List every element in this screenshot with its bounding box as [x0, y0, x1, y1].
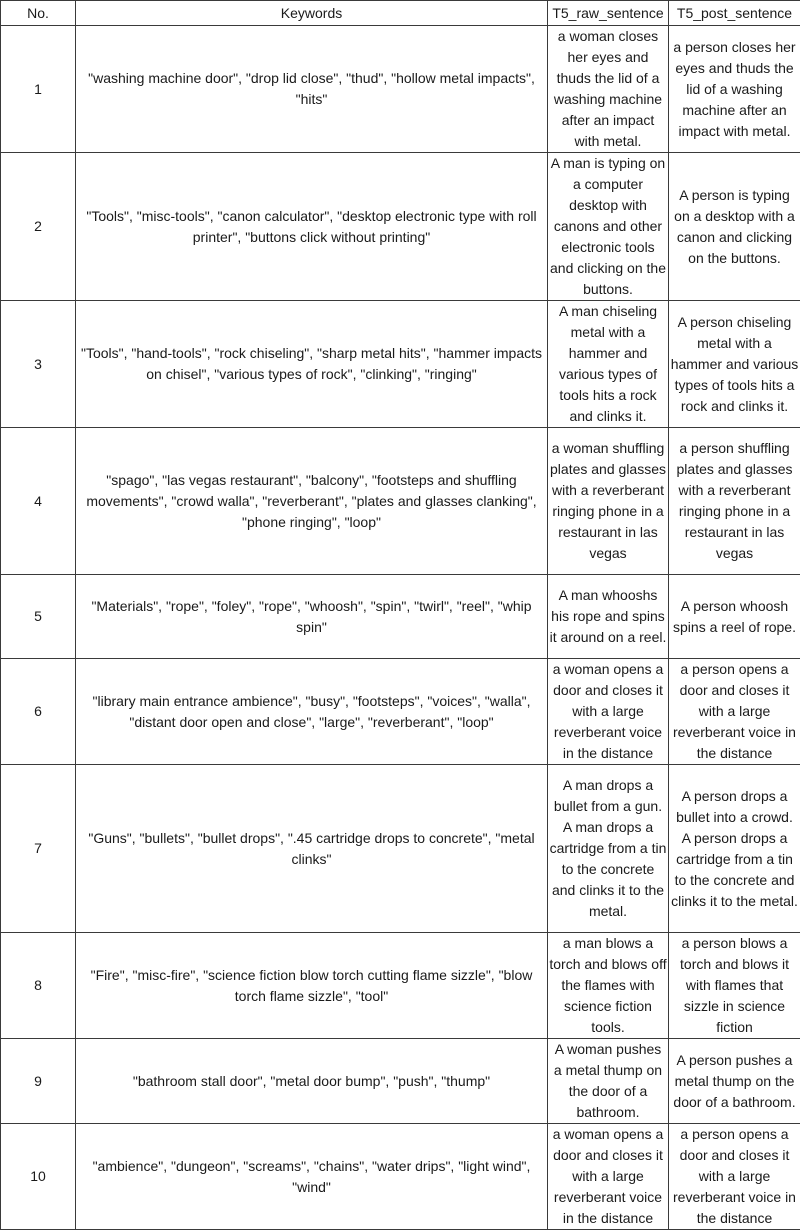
- post-sentence-cell: A person whoosh spins a reel of rope.: [669, 575, 800, 659]
- raw-sentence-cell: a man blows a torch and blows off the flames with science fiction tools.: [548, 933, 669, 1039]
- table-row: [1, 933, 800, 1039]
- row-number: 7: [1, 765, 76, 933]
- keywords-cell: "ambience", "dungeon", "screams", "chains", "water drips", "light wind", "wind": [76, 1124, 548, 1230]
- table-row: [1, 659, 800, 765]
- header-row: [1, 1, 800, 26]
- keywords-cell: "spago", "las vegas restaurant", "balcony", "footsteps and shuffling movements", "crowd walla", "reverberant", "plates and glasses clanking", "phone ringing", "loop": [76, 428, 548, 575]
- row-number: 5: [1, 575, 76, 659]
- header-t5-post-sentence: T5_post_sentence: [669, 1, 800, 26]
- post-sentence-cell: a person blows a torch and blows it with flames that sizzle in science fiction: [669, 933, 800, 1039]
- post-sentence-cell: a person opens a door and closes it with a large reverberant voice in the distance: [669, 659, 800, 765]
- raw-sentence-cell: A man chiseling metal with a hammer and various types of tools hits a rock and clinks it.: [548, 301, 669, 428]
- keywords-cell: "bathroom stall door", "metal door bump", "push", "thump": [76, 1039, 548, 1124]
- post-sentence-cell: A person is typing on a desktop with a canon and clicking on the buttons.: [669, 153, 800, 301]
- row-number: 3: [1, 301, 76, 428]
- table-row: [1, 26, 800, 153]
- raw-sentence-cell: A woman pushes a metal thump on the door of a bathroom.: [548, 1039, 669, 1124]
- table-row: [1, 428, 800, 575]
- raw-sentence-cell: a woman opens a door and closes it with a large reverberant voice in the distance: [548, 659, 669, 765]
- keywords-cell: "library main entrance ambience", "busy", "footsteps", "voices", "walla", "distant door open and close", "large", "reverberant", "loop": [76, 659, 548, 765]
- row-number: 1: [1, 26, 76, 153]
- raw-sentence-cell: a woman closes her eyes and thuds the lid of a washing machine after an impact with metal.: [548, 26, 669, 153]
- row-number: 6: [1, 659, 76, 765]
- row-number: 4: [1, 428, 76, 575]
- row-number: 8: [1, 933, 76, 1039]
- post-sentence-cell: a person opens a door and closes it with a large reverberant voice in the distance: [669, 1124, 800, 1230]
- raw-sentence-cell: A man whooshs his rope and spins it around on a reel.: [548, 575, 669, 659]
- header-t5-raw-sentence: T5_raw_sentence: [548, 1, 669, 26]
- keywords-cell: "Tools", "hand-tools", "rock chiseling", "sharp metal hits", "hammer impacts on chisel", "various types of rock", "clinking", "ringing": [76, 301, 548, 428]
- keywords-cell: "Guns", "bullets", "bullet drops", ".45 cartridge drops to concrete", "metal clinks": [76, 765, 548, 933]
- keywords-cell: "washing machine door", "drop lid close", "thud", "hollow metal impacts", "hits": [76, 26, 548, 153]
- row-number: 9: [1, 1039, 76, 1124]
- table-row: [1, 765, 800, 933]
- table-row: [1, 575, 800, 659]
- table-row: [1, 1039, 800, 1124]
- post-sentence-cell: A person pushes a metal thump on the door of a bathroom.: [669, 1039, 800, 1124]
- header-no: No.: [1, 1, 76, 26]
- keywords-cell: "Materials", "rope", "foley", "rope", "whoosh", "spin", "twirl", "reel", "whip spin": [76, 575, 548, 659]
- keywords-cell: "Tools", "misc-tools", "canon calculator", "desktop electronic type with roll printer", "buttons click without printing": [76, 153, 548, 301]
- header-keywords: Keywords: [76, 1, 548, 26]
- post-sentence-cell: a person closes her eyes and thuds the lid of a washing machine after an impact with metal.: [669, 26, 800, 153]
- post-sentence-cell: A person drops a bullet into a crowd. A person drops a cartridge from a tin to the concrete and clinks it to the metal.: [669, 765, 800, 933]
- post-sentence-cell: A person chiseling metal with a hammer and various types of tools hits a rock and clinks it.: [669, 301, 800, 428]
- row-number: 2: [1, 153, 76, 301]
- raw-sentence-cell: a woman opens a door and closes it with a large reverberant voice in the distance: [548, 1124, 669, 1230]
- raw-sentence-cell: A man is typing on a computer desktop with canons and other electronic tools and clicking on the buttons.: [548, 153, 669, 301]
- table-row: [1, 1124, 800, 1230]
- raw-sentence-cell: A man drops a bullet from a gun. A man drops a cartridge from a tin to the concrete and clinks it to the metal.: [548, 765, 669, 933]
- table-row: [1, 153, 800, 301]
- row-number: 10: [1, 1124, 76, 1230]
- raw-sentence-cell: a woman shuffling plates and glasses with a reverberant ringing phone in a restaurant in las vegas: [548, 428, 669, 575]
- table-row: [1, 301, 800, 428]
- post-sentence-cell: a person shuffling plates and glasses with a reverberant ringing phone in a restaurant in las vegas: [669, 428, 800, 575]
- keywords-cell: "Fire", "misc-fire", "science fiction blow torch cutting flame sizzle", "blow torch flame sizzle", "tool": [76, 933, 548, 1039]
